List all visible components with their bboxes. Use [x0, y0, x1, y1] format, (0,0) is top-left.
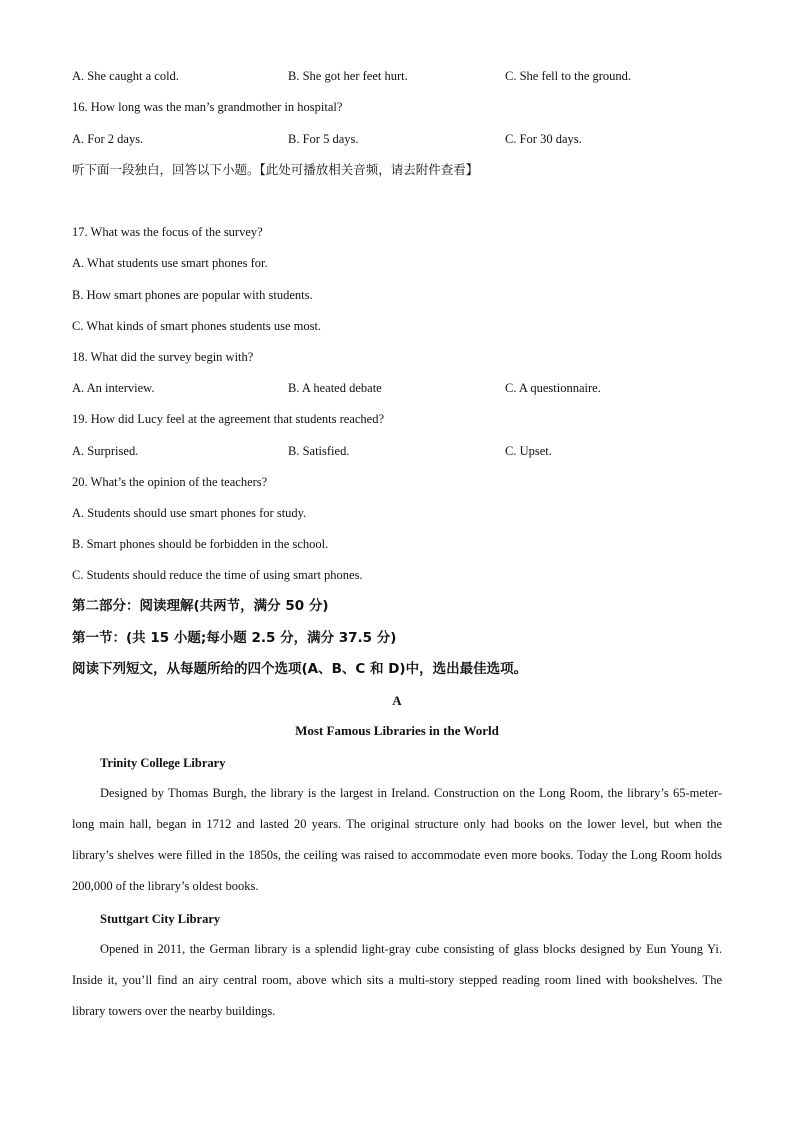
q20-option-c: C. Students should reduce the time of using smart phones.: [72, 568, 363, 582]
q19-option-c: C. Upset.: [505, 444, 552, 458]
q16-question: 16. How long was the man’s grandmother in hospital?: [72, 100, 343, 114]
q16-option-a: A. For 2 days.: [72, 132, 144, 146]
paragraph-stuttgart: Opened in 2011, the German library is a splendid light-gray cube consisting of glass blocks designed by Eun Young Yi. Inside it, you’ll find an airy central room, above which sits a multi-story stepped reading room lined with bookshelves. The library towers over the nearby buildings.: [72, 942, 722, 1018]
q15-option-c: C. She fell to the ground.: [505, 69, 632, 83]
q20-option-b: B. Smart phones should be forbidden in the school.: [72, 537, 329, 551]
section1-heading: 第一节：(共 15 小题;每小题 2.5 分，满分 37.5 分): [72, 630, 397, 646]
q20-question: 20. What’s the opinion of the teachers?: [72, 475, 268, 489]
q16-option-c: C. For 30 days.: [505, 132, 582, 146]
q17-option-b: B. How smart phones are popular with students.: [72, 288, 313, 302]
q17-option-c: C. What kinds of smart phones students use most.: [72, 319, 322, 333]
q19-option-b: B. Satisfied.: [288, 444, 350, 458]
q17-option-a: A. What students use smart phones for.: [72, 256, 268, 270]
q19-option-a: A. Surprised.: [72, 444, 139, 458]
q15-option-b: B. She got her feet hurt.: [288, 69, 408, 83]
q18-option-b: B. A heated debate: [288, 381, 382, 395]
q15-option-a: A. She caught a cold.: [72, 69, 179, 83]
q16-option-b: B. For 5 days.: [288, 132, 359, 146]
paragraph-trinity: Designed by Thomas Burgh, the library is the largest in Ireland. Construction on the Long Room, the library’s 65-meter-long main hall, began in 1712 and lasted 20 years. The original structure only had books on the lower level, but when the library’s shelves were filled in the 1850s, the ceiling was raised to accommodate even more books. Today the Long Room holds 200,000 of the library’s oldest books.: [72, 786, 722, 893]
q18-option-a: A. An interview.: [72, 381, 155, 395]
q19-question: 19. How did Lucy feel at the agreement that students reached?: [72, 412, 385, 426]
reading-instruction: 阅读下列短文，从每题所给的四个选项(A、B、C 和 D)中，选出最佳选项。: [72, 661, 528, 677]
passage-title: Most Famous Libraries in the World: [295, 723, 499, 738]
section-heading-trinity: Trinity College Library: [100, 756, 226, 770]
passage-letter: A: [392, 693, 402, 708]
q18-option-c: C. A questionnaire.: [505, 381, 601, 395]
section-heading-stuttgart: Stuttgart City Library: [100, 912, 221, 926]
monologue-instruction: 听下面一段独白，回答以下小题。【此处可播放相关音频，请去附件查看】: [72, 162, 479, 177]
q20-option-a: A. Students should use smart phones for study.: [72, 506, 307, 520]
q18-question: 18. What did the survey begin with?: [72, 350, 254, 364]
part2-heading: 第二部分：阅读理解(共两节，满分 50 分): [72, 598, 329, 614]
q17-question: 17. What was the focus of the survey?: [72, 225, 263, 239]
